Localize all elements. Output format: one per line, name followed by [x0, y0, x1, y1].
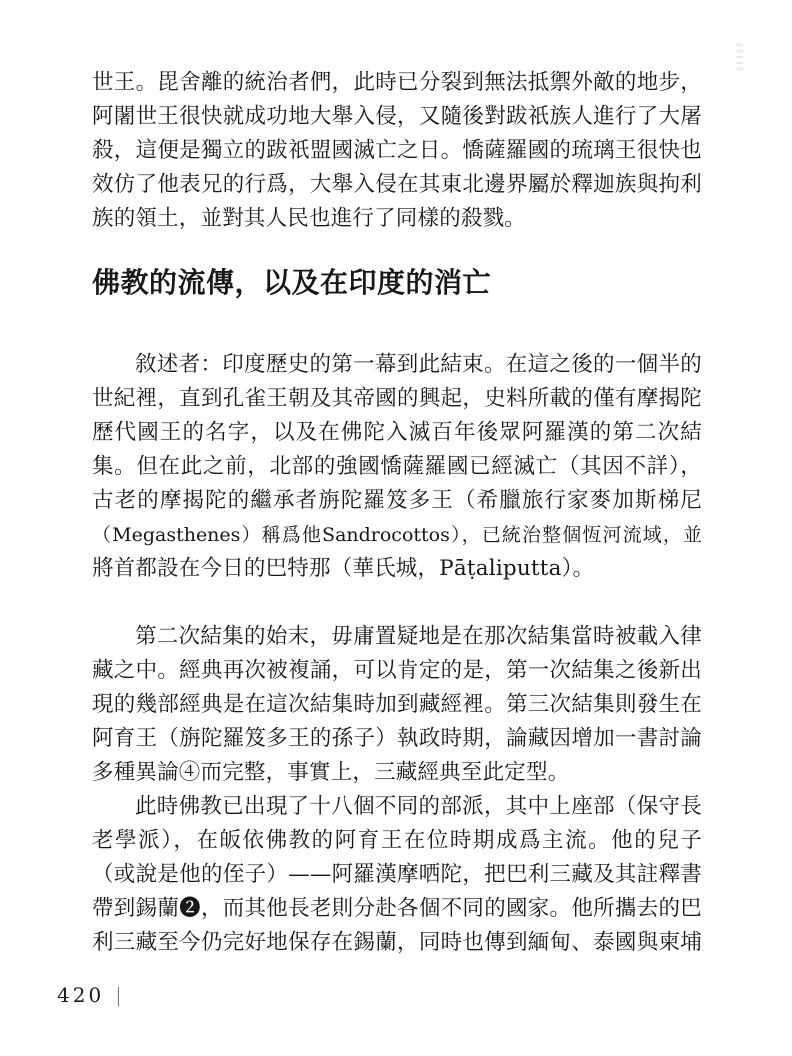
text-column — [92, 66, 702, 960]
text-line: 老學派），在皈依佛教的阿育王在位時期成爲主流。他的兒子 — [92, 828, 702, 853]
paragraph — [92, 790, 702, 960]
paragraph — [92, 348, 702, 586]
text-line: 殺，這便是獨立的跋祇盟國滅亡之日。憍薩羅國的琉璃王很快也 — [92, 138, 702, 163]
text-line: 世紀裡，直到孔雀王朝及其帝國的興起，史料所載的僅有摩揭陀 — [92, 386, 702, 411]
page-number: 420 — [57, 983, 105, 1007]
text-line: 此時佛教已出現了十八個不同的部派，其中上座部（保守長 — [135, 794, 702, 819]
text-line: 歷代國王的名字，以及在佛陀入滅百年後眾阿羅漢的第二次結 — [92, 420, 702, 445]
page-footer — [57, 983, 122, 1007]
text-line: 敘述者：印度歷史的第一幕到此結束。在這之後的一個半的 — [135, 352, 702, 377]
paragraph — [92, 620, 702, 790]
text-line: 古老的摩揭陀的繼承者旃陀羅笈多王（希臘旅行家麥加斯梯尼 — [92, 488, 702, 513]
text-line: （Megasthenes）稱爲他Sandrocottos），已統治整個恆河流域，並 — [92, 524, 702, 546]
text-line: 第二次結集的始末，毋庸置疑地是在那次結集當時被載入律 — [135, 624, 702, 649]
text-line: 多種異論④而完整，事實上，三藏經典至此定型。 — [92, 760, 570, 785]
footer-divider: | — [116, 983, 121, 1007]
paragraph — [92, 66, 702, 236]
text-line: 藏之中。經典再次被複誦，可以肯定的是，第一次結集之後新出 — [92, 658, 702, 683]
text-line: 世王。毘舍離的統治者們，此時已分裂到無法抵禦外敵的地步， — [92, 70, 702, 95]
section-heading: 佛教的流傳，以及在印度的消亡 — [92, 266, 492, 299]
text-line: （或說是他的侄子）——阿羅漢摩哂陀，把巴利三藏及其註釋書 — [92, 862, 702, 887]
text-line: 利三藏至今仍完好地保存在錫蘭，同時也傳到緬甸、泰國與柬埔 — [92, 930, 702, 955]
scan-artifact — [736, 44, 743, 72]
text-line: 阿闍世王很快就成功地大舉入侵，又隨後對跋祇族人進行了大屠 — [92, 104, 702, 129]
text-line: 族的領土，並對其人民也進行了同樣的殺戮。 — [92, 206, 527, 231]
text-line: 效仿了他表兄的行爲，大舉入侵在其東北邊界屬於釋迦族與拘利 — [92, 172, 702, 197]
text-line: 將首都設在今日的巴特那（華氏城，Pāṭaliputta）。 — [92, 556, 595, 581]
text-line: 帶到錫蘭❷，而其他長老則分赴各個不同的國家。他所攜去的巴 — [92, 896, 702, 921]
text-line: 阿育王（旃陀羅笈多王的孫子）執政時期，論藏因增加一書討論 — [92, 726, 702, 751]
text-line: 集。但在此之前，北部的強國憍薩羅國已經滅亡（其因不詳）， — [92, 454, 702, 479]
text-line: 現的幾部經典是在這次結集時加到藏經裡。第三次結集則發生在 — [92, 692, 702, 717]
